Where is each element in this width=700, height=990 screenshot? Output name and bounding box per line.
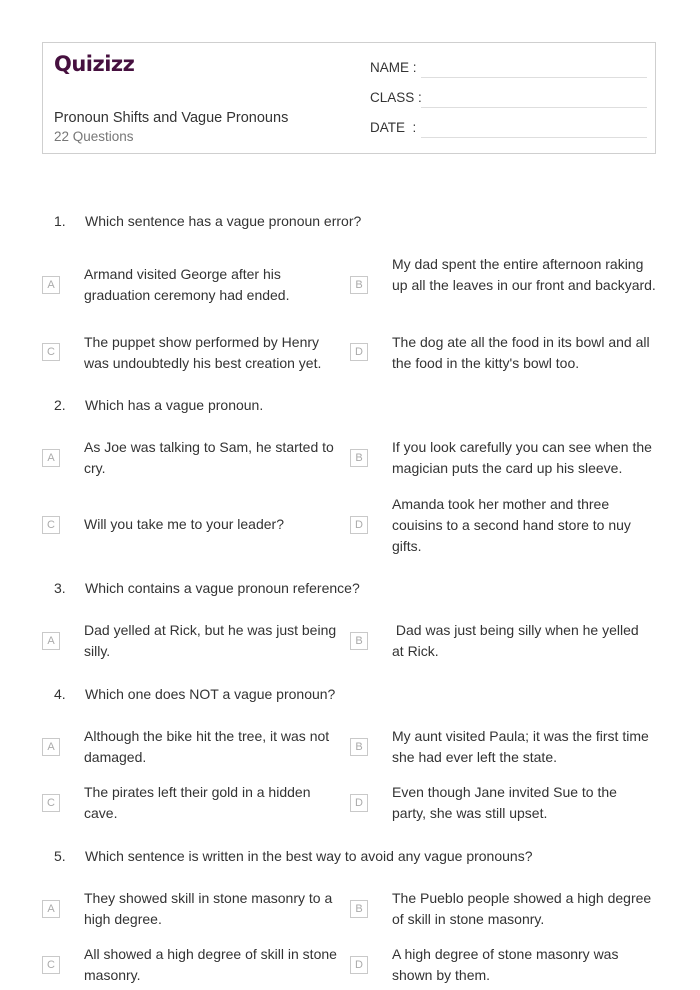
option-letter-badge: D [350, 794, 368, 812]
worksheet-header [42, 42, 656, 154]
date-label: DATE : [370, 120, 417, 135]
option-letter-badge: D [350, 343, 368, 361]
option-letter-badge: A [42, 900, 60, 918]
question-text: Which contains a vague pronoun reference? [85, 580, 360, 596]
name-line [421, 77, 647, 78]
option-letter-badge: C [42, 956, 60, 974]
option-letter-badge: C [42, 516, 60, 534]
option-text: Dad yelled at Rick, but he was just being silly. [84, 622, 337, 659]
option-text: As Joe was talking to Sam, he started to cry. [84, 439, 334, 476]
question-number: 2. [54, 397, 66, 413]
name-label: NAME : [370, 60, 417, 75]
question-text: Which sentence is written in the best way to avoid any vague pronouns? [85, 848, 533, 864]
option-text: Even though Jane invited Sue to the party, she was still upset. [392, 784, 617, 821]
worksheet-title: Pronoun Shifts and Vague Pronouns [54, 110, 289, 126]
option-letter-badge: A [42, 738, 60, 756]
option-letter-badge: C [42, 343, 60, 361]
option-text: The puppet show performed by Henry was undoubtedly his best creation yet. [84, 334, 322, 371]
option-letter-badge: B [350, 900, 368, 918]
option-text: Although the bike hit the tree, it was not damaged. [84, 728, 330, 765]
option-text: The pirates left their gold in a hidden cave. [84, 784, 311, 821]
option-letter-badge: B [350, 738, 368, 756]
option-text: My aunt visited Paula; it was the first time she had ever left the state. [392, 728, 649, 765]
question-4 [54, 686, 335, 702]
question-count: 22 Questions [54, 129, 134, 144]
question-text: Which has a vague pronoun. [85, 397, 264, 413]
option-text: They showed skill in stone masonry to a high degree. [84, 890, 333, 927]
option-text: The dog ate all the food in its bowl and all the food in the kitty's bowl too. [392, 334, 650, 371]
question-2 [54, 397, 263, 413]
option-letter-badge: D [350, 956, 368, 974]
question-1 [54, 213, 361, 229]
class-field [370, 90, 422, 105]
question-text: Which one does NOT a vague pronoun? [85, 686, 336, 702]
option-text: Armand visited George after his graduation ceremony had ended. [84, 266, 290, 303]
option-text: Amanda took her mother and three couisins to a second hand store to nuy gifts. [392, 496, 631, 554]
option-letter-badge: C [42, 794, 60, 812]
option-letter-badge: A [42, 449, 60, 467]
name-field [370, 60, 417, 75]
question-5 [54, 848, 532, 864]
option-letter-badge: B [350, 276, 368, 294]
option-letter-badge: A [42, 276, 60, 294]
option-letter-badge: B [350, 449, 368, 467]
date-field [370, 120, 416, 135]
question-3 [54, 580, 360, 596]
option-text: My dad spent the entire afternoon raking up all the leaves in our front and backyard. [392, 256, 656, 293]
question-text: Which sentence has a vague pronoun error? [85, 213, 362, 229]
option-letter-badge: D [350, 516, 368, 534]
option-text: Will you take me to your leader? [84, 516, 284, 532]
option-letter-badge: A [42, 632, 60, 650]
option-text: If you look carefully you can see when the magician puts the card up his sleeve. [392, 439, 652, 476]
option-text: All showed a high degree of skill in stone masonry. [84, 946, 337, 983]
option-text: Dad was just being silly when he yelled at Rick. [392, 622, 643, 659]
question-number: 5. [54, 848, 66, 864]
question-number: 1. [54, 213, 66, 229]
question-number: 3. [54, 580, 66, 596]
class-line [421, 107, 647, 108]
option-letter-badge: B [350, 632, 368, 650]
class-label: CLASS : [370, 90, 422, 105]
option-text: The Pueblo people showed a high degree of skill in stone masonry. [392, 890, 652, 927]
question-number: 4. [54, 686, 66, 702]
quizizz-logo: Quizizz [54, 52, 135, 76]
date-line [421, 137, 647, 138]
option-text: A high degree of stone masonry was shown by them. [392, 946, 619, 983]
